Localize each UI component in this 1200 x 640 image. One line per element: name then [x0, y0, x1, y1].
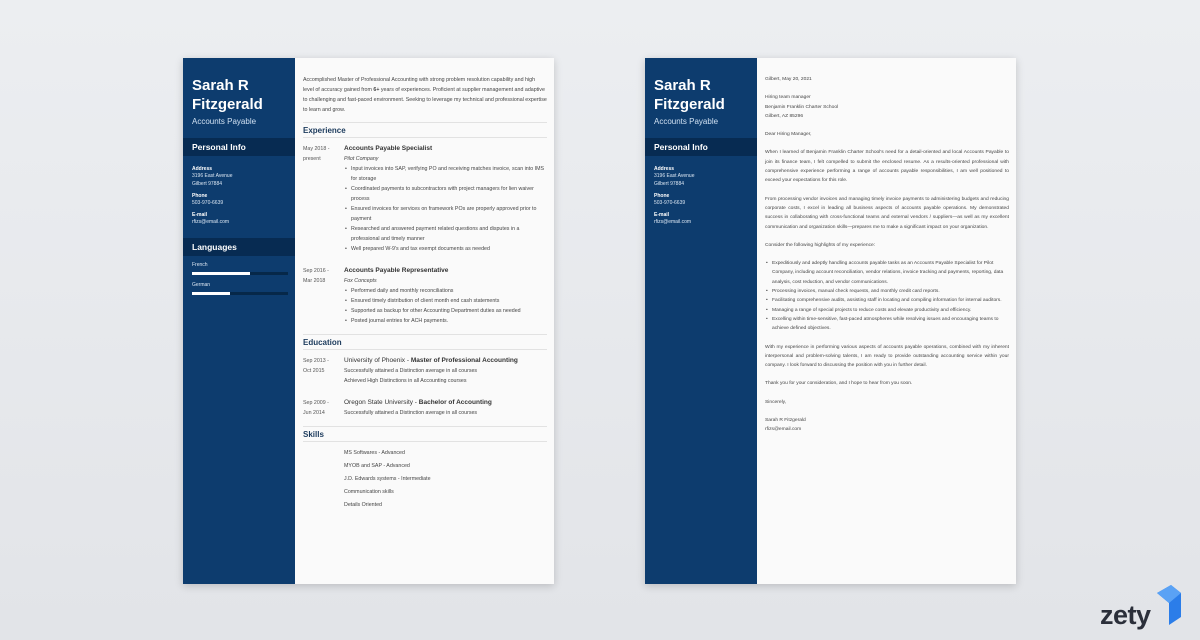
job-title: Accounts Payable Representative: [344, 267, 449, 274]
name-line1: Sarah R: [192, 77, 249, 94]
cover-letter-page: [645, 58, 1016, 584]
paragraph: When I learned of Benjamin Franklin Charter School's need for a detail-oriented and local Accounts Payable to join its finance team, I felt compelled to submit the enclosed resume. As a results-oriented professional with comprehensive experience performing a range of accounts payable responsibilities, I am well positioned to exceed your expectations for this role.: [765, 150, 1009, 184]
experience-entry: May 2018 - present Accounts Payable Specialist Pilot Company • Input invoices into SAP, verifying PO and receiving matches invoice, scan into IMS for storage • Coordinated payments to subcontractors with project managers for lien waiver process • Ensured invoices for services on framework POs are properly approved prior to payment • Researched and answered payment related questions and disputes in a professional and timely manner • Well prepared W-9's and tax exempt documents as needed: [303, 144, 547, 254]
summary: Accomplished Master of Professional Accounting with strong problem resolution capability and high level of accuracy gained from 6+ years of experiences. Proficient at supplier management and adaptive to challenging and fast-paced environment. Seeking to leverage my technical and professional expertise to learn and grow.: [303, 77, 547, 113]
resume-page: [183, 58, 554, 584]
personal-info-heading: Personal Info: [645, 138, 757, 156]
phone: 503-970-6639: [192, 200, 224, 206]
resume-main: [295, 58, 554, 584]
paragraph: With my experience in performing various aspects of accounts payable operations, combined with my inherent interpersonal and problem-solving talents, I am ready to provide outstanding accounting service within your company. I look forward to discussing the position with you in further detail.: [765, 344, 1009, 369]
name-line2: Fitzgerald: [654, 96, 725, 113]
company: Fox Concepts: [344, 278, 377, 284]
address-line1: 3196 East Avenue: [654, 173, 695, 179]
highlights-list: • Expeditiously and adeptly handling accounts payable tasks as an Accounts Payable Specialist for Pilot Company, including account reconciliation, vendor relations, invoice tracking and payments, reporting, data analysis, cost reduction, and vendor communications. • Processing invoices, manual check requests, and monthly credit card reports. • Facilitating comprehensive audits, assisting staff in locating and compiling information for internal auditors. • Managing a range of special projects to reduce costs and elevate productivity and efficiency. • Excelling within time-sensitive, fast-paced atmospheres while resolving issues and encouraging teams to achieve defined objectives.: [765, 259, 1009, 333]
skill: MYOB and SAP - Advanced: [344, 463, 410, 469]
paragraph: Consider the following highlights of my experience:: [765, 242, 876, 248]
resume-sidebar: [183, 58, 295, 584]
languages-heading: Languages: [183, 238, 295, 256]
letter-date: Gilbert, May 20, 2021: [765, 77, 812, 82]
name-line1: Sarah R: [654, 77, 711, 94]
greeting: Dear Hiring Manager,: [765, 132, 812, 138]
phone-label: Phone: [192, 193, 208, 199]
email: rfizs@email.com: [654, 219, 692, 225]
address-line2: Gilbert 97884: [654, 181, 685, 187]
education-heading: Education: [303, 334, 547, 350]
job-title: Accounts Payable Specialist: [344, 145, 433, 152]
name-line2: Fitzgerald: [192, 96, 263, 113]
recipient: Hiring team manager Benjamin Franklin Charter School Gilbert, AZ 85296: [765, 95, 839, 119]
email-label: E-mail: [192, 212, 208, 218]
email-label: E-mail: [654, 212, 670, 218]
experience-entry: Sep 2016 - Mar 2018 Accounts Payable Representative Fox Concepts • Performed daily and monthly reconciliations • Ensured timely distribution of client month end cash statements • Supported as backup for other Accounting Department duties as needed • Posted journal entries for ACH payments.: [303, 266, 547, 326]
paragraph: Thank you for your consideration, and I hope to hear from you soon.: [765, 381, 913, 387]
skill: J.D. Edwards systems - Intermediate: [344, 476, 431, 482]
zety-logo: zety: [1100, 585, 1183, 631]
experience-heading: Experience: [303, 122, 547, 138]
personal-info-heading: Personal Info: [183, 138, 295, 156]
signature: Sarah R Fitzgerald rfizs@email.com: [765, 418, 806, 433]
address-label: Address: [654, 166, 675, 172]
education-entry: Sep 2013 - Oct 2015 University of Phoenix - Master of Professional Accounting Successfully attained a Distinction average in all courses Achieved High Distinctions in all Accounting courses: [303, 357, 518, 384]
skill: MS Softwares - Advanced: [344, 450, 405, 456]
address-line2: Gilbert 97884: [192, 181, 223, 187]
skill: Communication skills: [344, 489, 394, 495]
company: Pilot Company: [344, 156, 379, 162]
skill: Details Oriented: [344, 502, 382, 508]
language-name: German: [192, 282, 211, 288]
education-entry: Sep 2009 - Jun 2014 Oregon State University - Bachelor of Accounting Successfully attained a Distinction average in all courses: [303, 399, 492, 416]
language-level-bar: [192, 272, 288, 275]
closing: Sincerely,: [765, 399, 787, 405]
phone-label: Phone: [654, 193, 670, 199]
address-label: Address: [192, 166, 213, 172]
paragraph: From processing vendor invoices and managing timely invoice payments to administering budgets and reducing corporate costs, I excel in leading all business aspects of accounts payable operations. My demonstrated success in collaborating with cross-functional teams and external vendors / suppliers—as well as my excellent communication and organization skills—prepares me to make a significant impact on your organization.: [765, 196, 1009, 230]
logo-mark-icon: [1153, 585, 1183, 625]
letter-body: [757, 58, 1016, 584]
language-name: French: [192, 262, 208, 268]
address-line1: 3196 East Avenue: [192, 173, 233, 179]
role: Accounts Payable: [654, 117, 719, 126]
skills-heading: Skills: [303, 426, 547, 442]
language-level-bar: [192, 292, 288, 295]
phone: 503-970-6639: [654, 200, 686, 206]
email: rfizs@email.com: [192, 219, 230, 225]
name: [183, 76, 295, 114]
role: Accounts Payable: [192, 117, 257, 126]
letter-sidebar: [645, 58, 757, 584]
